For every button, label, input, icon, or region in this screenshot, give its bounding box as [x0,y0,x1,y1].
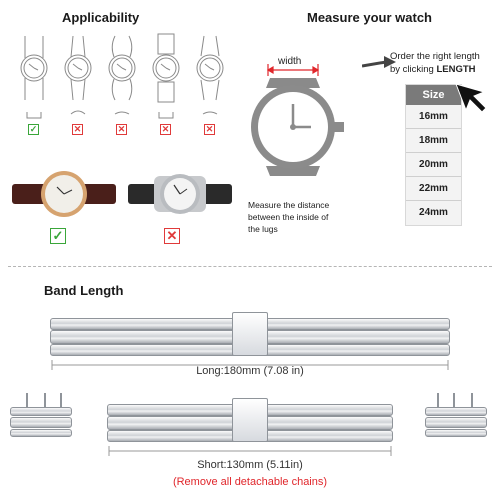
cross-mark-3: ✕ [117,124,126,134]
order-line-2-bold: LENGTH [436,64,476,75]
long-band-label: Long:180mm (7.08 in) [196,365,304,377]
order-instruction [390,50,495,76]
measure-title: Measure your watch [307,10,432,25]
check-mark-large: ✓ [50,228,66,244]
silver-watch-photo [128,170,232,218]
watch-outline-3 [109,36,135,100]
clasp [232,312,268,356]
size-option-18[interactable]: 18mm [406,129,461,153]
width-label: width [278,56,302,67]
size-option-22[interactable]: 22mm [406,177,461,201]
long-band-image [50,312,450,356]
band-length-title: Band Length [44,283,124,298]
watch-outline-4 [153,34,179,102]
order-line-2 [390,63,495,76]
cross-mark-2: ✕ [73,124,82,134]
arrow-right-icon [362,56,396,72]
watch-lug-diagrams [10,30,240,125]
measure-note-line-1: Measure the distance [248,200,330,210]
order-line-1: Order the right length [390,51,480,62]
short-band-dimension-line [107,446,393,456]
watch-measure-diagram [248,62,358,192]
removed-links-left [10,393,72,437]
size-option-24[interactable]: 24mm [419,207,448,218]
cross-mark-4: ✕ [161,124,170,134]
remove-chains-note: (Remove all detachable chains) [172,476,328,488]
removed-links-right [425,393,487,437]
measure-note [248,199,329,235]
leather-strap-watch-photo [12,170,116,218]
size-option-20[interactable]: 20mm [406,153,461,177]
order-line-2-prefix: by clicking [390,64,437,75]
measure-note-line-2: between the inside of [248,212,329,222]
section-divider [8,266,492,267]
cross-mark-large: ✕ [164,228,180,244]
clasp-short [232,398,268,442]
size-header: Size [406,85,461,105]
size-option-16[interactable]: 16mm [406,105,461,129]
watch-outline-2 [65,36,91,100]
pointer-cursor-icon [452,80,492,120]
applicability-title: Applicability [62,10,140,25]
watch-outline-1 [21,36,47,100]
measure-note-line-3: the lugs [248,224,278,234]
short-band-label: Short:130mm (5.11in) [197,459,303,471]
check-mark-1: ✓ [29,124,38,134]
watch-outline-5 [197,36,223,100]
short-band-image [107,398,393,442]
cross-mark-5: ✕ [205,124,214,134]
